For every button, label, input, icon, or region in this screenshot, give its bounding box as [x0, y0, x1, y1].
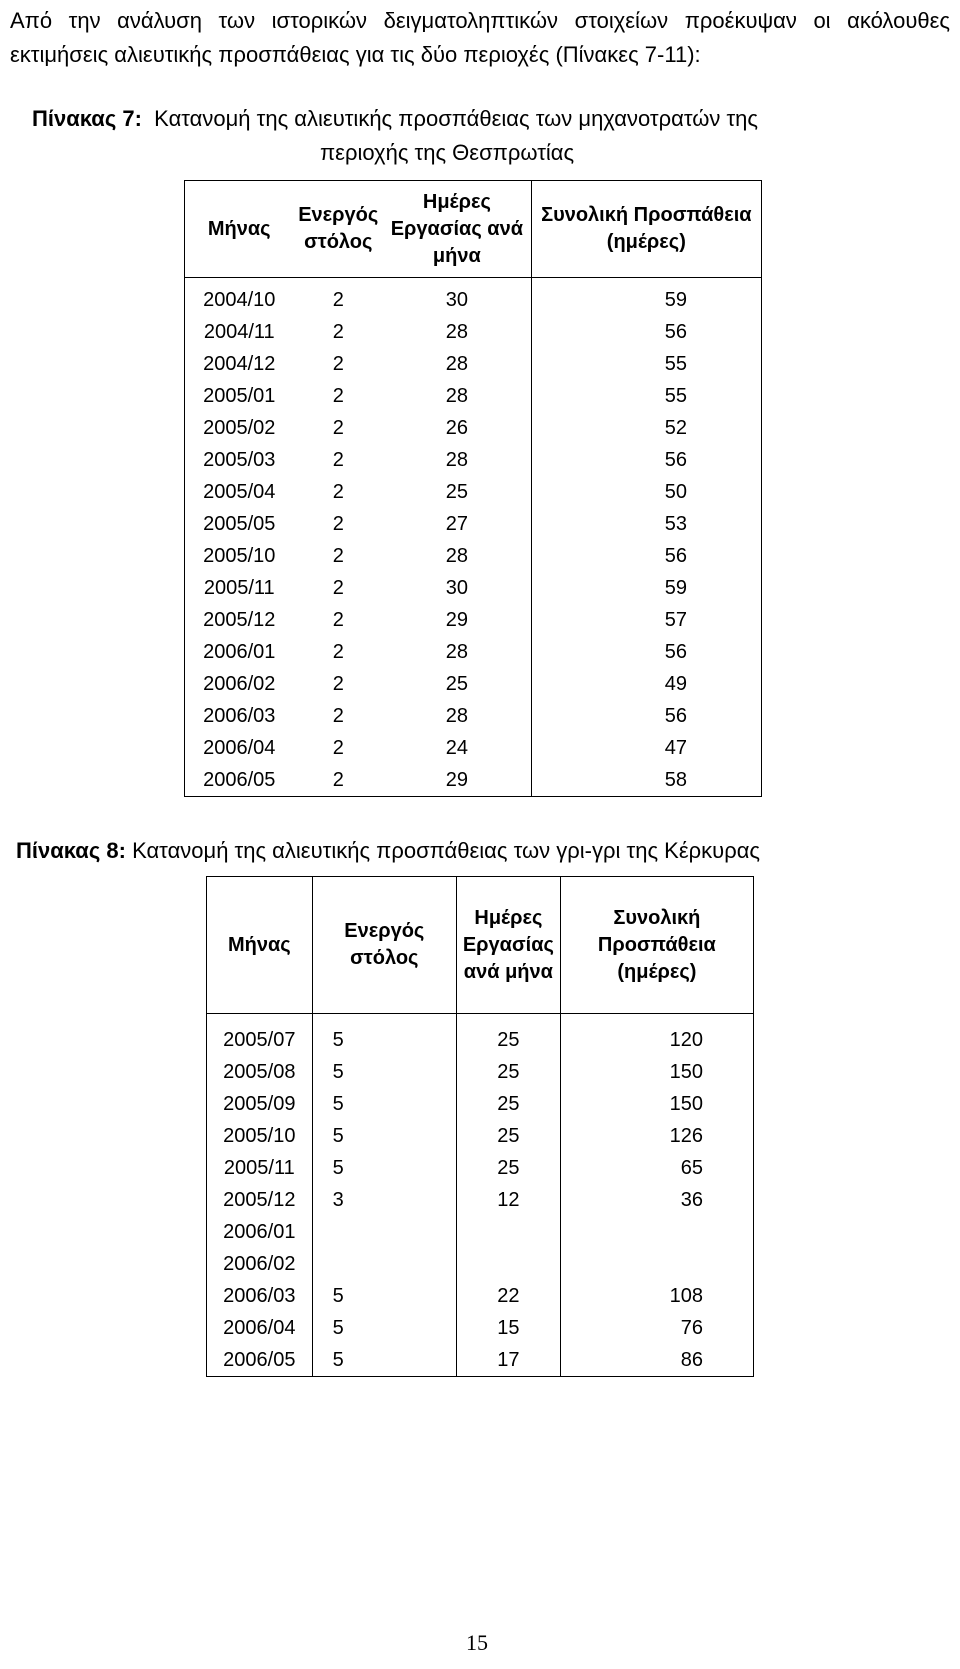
table8-row: [207, 1344, 754, 1377]
table8-cell-month: 2006/02: [207, 1248, 313, 1280]
table8-cell-workdays: [456, 1248, 560, 1280]
table7-cell-fleet: 2: [332, 737, 344, 759]
table8-cell-month: 2005/07: [207, 1014, 313, 1057]
table8-cell-workdays: 25: [456, 1120, 560, 1152]
table7-cell-fleet: 2: [332, 673, 344, 695]
table8-row: [207, 1014, 754, 1057]
table7-cell-fleet: 2: [332, 289, 344, 311]
table7-row: [185, 732, 762, 764]
table8-cell-workdays: 12: [456, 1184, 560, 1216]
table8-row: [207, 1120, 754, 1152]
table8-row: [207, 1056, 754, 1088]
table7-cell-fleet: 2: [332, 577, 344, 599]
table8-cell-effort: 86: [560, 1344, 753, 1377]
table8-cell-fleet: 5: [312, 1280, 456, 1312]
table8-cell-effort: 150: [560, 1056, 753, 1088]
table8-cell-effort: 126: [560, 1120, 753, 1152]
table8-cell-month: 2005/11: [207, 1152, 313, 1184]
table8-cell-effort: 65: [560, 1152, 753, 1184]
table7-cell-fleet: 2: [332, 705, 344, 727]
table8-title: Κατανομή της αλιευτικής προσπάθειας των γρι-γρι της Κέρκυρας: [132, 838, 761, 863]
table8-header-workdays: Ημέρες Εργασίας ανά μήνα: [456, 877, 560, 1014]
intro-paragraph: Από την ανάλυση των ιστορικών δειγματοληπτικών στοιχείων προέκυψαν οι ακόλουθες εκτιμήσεις αλιευτικής προσπάθειας για τις δύο περιοχές (Πίνακες 7-11):: [10, 8, 950, 67]
table8-cell-workdays: 22: [456, 1280, 560, 1312]
table8-cell-workdays: [456, 1216, 560, 1248]
table7-cell-fleet: 2: [332, 353, 344, 375]
table7-cell-month: 2005/01: [203, 385, 276, 407]
table7-row: [185, 700, 762, 732]
table7-cell-workdays: 29: [445, 769, 468, 791]
table7-cell-effort: 49: [531, 668, 761, 700]
table7-cell-month: 2004/11: [203, 321, 275, 343]
table7-cell-month: 2005/05: [203, 513, 276, 535]
table7-cell-month: 2005/11: [203, 577, 275, 599]
table8-body: [207, 1014, 754, 1377]
table7-cell-month: 2006/03: [203, 705, 276, 727]
table7-header-row: [185, 181, 762, 278]
table8-row: [207, 1312, 754, 1344]
page-number: 15: [466, 1630, 488, 1655]
table8-cell-fleet: 5: [312, 1120, 456, 1152]
table7-cell-effort: 57: [531, 604, 761, 636]
table7-cell-effort: 50: [531, 476, 761, 508]
table7-cell-fleet: 2: [332, 769, 344, 791]
table7-row: [185, 636, 762, 668]
table7-cell-effort: 58: [531, 764, 761, 797]
table8-cell-fleet: 5: [312, 1344, 456, 1377]
table7-cell-effort: 59: [531, 278, 761, 317]
table7-cell-workdays: 25: [445, 673, 468, 695]
table8-cell-effort: [560, 1216, 753, 1248]
table7-cell-effort: 56: [531, 540, 761, 572]
table8-cell-effort: 108: [560, 1280, 753, 1312]
table7-cell-month: 2006/05: [203, 769, 276, 791]
table7-cell-workdays: 25: [445, 481, 468, 503]
table8-cell-workdays: 17: [456, 1344, 560, 1377]
table7-row: [185, 540, 762, 572]
table7-row: [185, 668, 762, 700]
table7-title-line1: Κατανομή της αλιευτικής προσπάθειας των μηχανοτρατών της: [154, 106, 759, 131]
table8-row: [207, 1280, 754, 1312]
table8-row: [207, 1216, 754, 1248]
table7-row: [185, 764, 762, 797]
table8-header-fleet: Ενεργός στόλος: [312, 877, 456, 1014]
table7-row: [185, 604, 762, 636]
table7-cell-workdays: 28: [445, 353, 468, 375]
table7-cell-fleet: 2: [332, 609, 344, 631]
table7-cell-month: 2006/02: [203, 673, 276, 695]
table8-row: [207, 1088, 754, 1120]
table8-cell-fleet: [312, 1216, 456, 1248]
table8: [206, 876, 754, 1377]
table7-cell-fleet: 2: [332, 385, 344, 407]
table8-row: [207, 1152, 754, 1184]
table7-cell-workdays: 26: [445, 417, 468, 439]
table8-cell-month: 2006/05: [207, 1344, 313, 1377]
table7-row: [185, 508, 762, 540]
table7-cell-workdays: 28: [445, 641, 468, 663]
table7-cell-workdays: 27: [445, 513, 468, 535]
table8-cell-effort: [560, 1248, 753, 1280]
table7-header-month: Μήνας: [185, 181, 294, 278]
table8-cell-month: 2005/09: [207, 1088, 313, 1120]
table7-cell-fleet: 2: [332, 481, 344, 503]
table7-cell-effort: 59: [531, 572, 761, 604]
table7-cell-fleet: 2: [332, 513, 344, 535]
table7-cell-workdays: 29: [445, 609, 468, 631]
table7-body: [185, 278, 762, 797]
table8-cell-workdays: 25: [456, 1088, 560, 1120]
table8-cell-fleet: 5: [312, 1088, 456, 1120]
table8-cell-fleet: 5: [312, 1152, 456, 1184]
table7-cell-workdays: 30: [445, 577, 468, 599]
table8-cell-fleet: 5: [312, 1056, 456, 1088]
table8-cell-effort: 120: [560, 1014, 753, 1057]
table7-cell-effort: 52: [531, 412, 761, 444]
table8-cell-month: 2005/08: [207, 1056, 313, 1088]
table7-row: [185, 444, 762, 476]
table7-cell-workdays: 24: [445, 737, 468, 759]
table8-header-row: [207, 877, 754, 1014]
table8-label: Πίνακας 8:: [16, 838, 126, 863]
table8-cell-effort: 150: [560, 1088, 753, 1120]
table7-row: [185, 380, 762, 412]
table7-cell-month: 2005/12: [203, 609, 276, 631]
table7-cell-month: 2005/03: [203, 449, 276, 471]
table8-cell-month: 2005/12: [207, 1184, 313, 1216]
table8-cell-workdays: 25: [456, 1056, 560, 1088]
table7-cell-effort: 56: [531, 444, 761, 476]
table7-cell-month: 2004/10: [203, 289, 276, 311]
table7-cell-fleet: 2: [332, 321, 344, 343]
table7-label: Πίνακας 7:: [32, 106, 142, 131]
table7-cell-effort: 47: [531, 732, 761, 764]
table7-row: [185, 412, 762, 444]
table7: [184, 180, 762, 797]
table7-cell-effort: 55: [531, 380, 761, 412]
table7-cell-month: 2006/01: [203, 641, 276, 663]
table7-header-workdays: Ημέρες Εργασίας ανά μήνα: [383, 181, 531, 278]
table7-cell-effort: 55: [531, 348, 761, 380]
table7-cell-month: 2004/12: [203, 353, 276, 375]
table7-caption: [32, 102, 932, 170]
table8-cell-fleet: 5: [312, 1014, 456, 1057]
table7-header-effort: Συνολική Προσπάθεια (ημέρες): [531, 181, 761, 278]
table7-row: [185, 476, 762, 508]
table7-cell-workdays: 28: [445, 385, 468, 407]
table8-cell-workdays: 15: [456, 1312, 560, 1344]
table8-cell-effort: 76: [560, 1312, 753, 1344]
table7-cell-workdays: 28: [445, 545, 468, 567]
table8-header-month: Μήνας: [207, 877, 313, 1014]
table8-cell-fleet: 5: [312, 1312, 456, 1344]
table7-cell-effort: 56: [531, 636, 761, 668]
table7-cell-workdays: 28: [445, 449, 468, 471]
table7-cell-fleet: 2: [332, 641, 344, 663]
table8-row: [207, 1184, 754, 1216]
table7-row: [185, 278, 762, 317]
table8-cell-effort: 36: [560, 1184, 753, 1216]
table8-header-effort: Συνολική Προσπάθεια (ημέρες): [560, 877, 753, 1014]
table7-cell-effort: 56: [531, 316, 761, 348]
table7-cell-fleet: 2: [332, 417, 344, 439]
table7-row: [185, 572, 762, 604]
table7-row: [185, 316, 762, 348]
table7-header-fleet: Ενεργός στόλος: [293, 181, 383, 278]
table7-cell-effort: 53: [531, 508, 761, 540]
table8-cell-month: 2006/03: [207, 1280, 313, 1312]
table7-cell-workdays: 28: [445, 705, 468, 727]
table8-cell-workdays: 25: [456, 1014, 560, 1057]
table7-cell-month: 2005/10: [203, 545, 276, 567]
table7-cell-month: 2006/04: [203, 737, 276, 759]
table8-cell-month: 2005/10: [207, 1120, 313, 1152]
table7-cell-effort: 56: [531, 700, 761, 732]
table7-cell-workdays: 28: [445, 321, 468, 343]
table7-cell-month: 2005/02: [203, 417, 276, 439]
table7-cell-fleet: 2: [332, 545, 344, 567]
table8-caption: [16, 834, 760, 868]
table7-cell-workdays: 30: [445, 289, 468, 311]
table8-cell-fleet: [312, 1248, 456, 1280]
table8-cell-month: 2006/04: [207, 1312, 313, 1344]
table8-cell-month: 2006/01: [207, 1216, 313, 1248]
table7-cell-month: 2005/04: [203, 481, 276, 503]
table8-cell-fleet: 3: [312, 1184, 456, 1216]
table8-row: [207, 1248, 754, 1280]
table7-row: [185, 348, 762, 380]
table7-title-line2: περιοχής της Θεσπρωτίας: [320, 140, 575, 165]
table8-cell-workdays: 25: [456, 1152, 560, 1184]
table7-cell-fleet: 2: [332, 449, 344, 471]
